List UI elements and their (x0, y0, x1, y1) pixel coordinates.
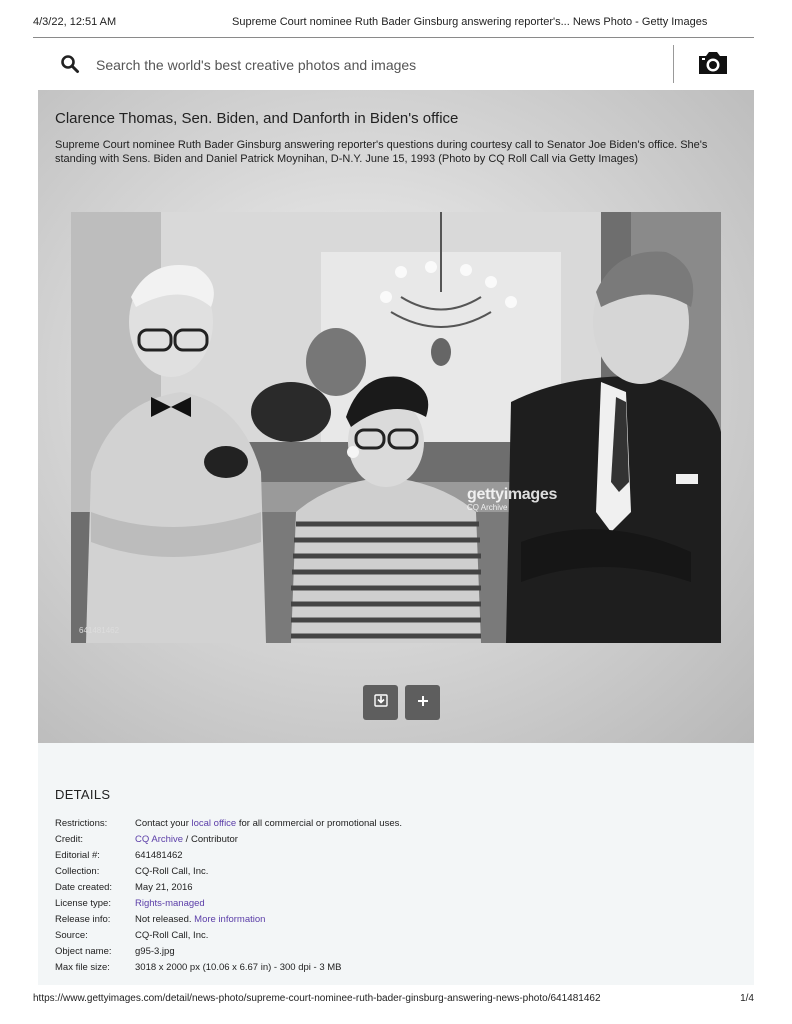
print-header (33, 16, 754, 30)
detail-label: Restrictions: (55, 818, 108, 829)
plus-icon (417, 694, 429, 712)
download-icon (374, 693, 388, 712)
local-office-link[interactable]: local office (191, 818, 237, 829)
detail-row-date-created (55, 880, 402, 896)
detail-label: Release info: (55, 914, 111, 925)
detail-row-license (55, 896, 402, 912)
photo-id-label: 641481462 (79, 626, 120, 635)
release-value: Not released. (135, 914, 195, 925)
detail-row-object-name (55, 944, 402, 960)
detail-label: License type: (55, 898, 111, 909)
detail-value: 641481462 (135, 850, 183, 861)
watermark-credit: CQ Archive (467, 503, 508, 512)
print-page-title: Supreme Court nominee Ruth Bader Ginsburg answering reporter's... News Photo - Getty Images (232, 16, 708, 28)
print-timestamp: 4/3/22, 12:51 AM (33, 16, 117, 28)
detail-label: Editorial #: (55, 850, 100, 861)
detail-value: 3018 x 2000 px (10.06 x 6.67 in) - 300 dpi - 3 MB (135, 962, 342, 973)
detail-value (135, 816, 402, 832)
search-bar (38, 41, 754, 87)
detail-row-collection (55, 864, 402, 880)
detail-value: CQ-Roll Call, Inc. (135, 866, 209, 877)
detail-value: g95-3.jpg (135, 946, 175, 957)
detail-label: Collection: (55, 866, 100, 877)
search-icon[interactable] (60, 54, 80, 74)
photo-caption: Supreme Court nominee Ruth Bader Ginsburg answering reporter's questions during courtesy call to Senator Joe Biden's office. She's standing with Sens. Biden and Daniel Patrick Moynihan, D-N.Y. June 15, 1993 (Photo by CQ Roll Call via Getty Images) (55, 139, 708, 165)
header-rule (33, 37, 754, 38)
license-link[interactable]: Rights-managed (135, 898, 205, 909)
detail-row-max-file-size (55, 960, 402, 976)
restrictions-prefix: Contact your (135, 818, 192, 829)
camera-icon[interactable] (696, 49, 730, 77)
more-information-link[interactable]: More information (194, 914, 266, 925)
detail-label: Source: (55, 930, 88, 941)
detail-label: Max file size: (55, 962, 110, 973)
print-url: https://www.gettyimages.com/detail/news-photo/supreme-court-nominee-ruth-bader-ginsburg-answering-news-photo/641481462 (33, 993, 601, 1004)
detail-value (135, 912, 265, 928)
watermark-logo: gettyimages (467, 486, 558, 503)
detail-label: Credit: (55, 834, 83, 845)
download-button[interactable] (363, 685, 398, 720)
detail-value (135, 832, 238, 848)
detail-row-source (55, 928, 402, 944)
detail-row-credit (55, 832, 402, 848)
credit-link[interactable]: CQ Archive (135, 834, 184, 845)
detail-value: May 21, 2016 (135, 882, 193, 893)
detail-label: Date created: (55, 882, 113, 893)
details-panel (38, 743, 754, 985)
search-input[interactable] (96, 54, 656, 76)
details-heading: DETAILS (55, 787, 111, 802)
detail-value: CQ-Roll Call, Inc. (135, 930, 209, 941)
restrictions-suffix: for all commercial or promotional uses. (236, 818, 403, 829)
detail-row-release (55, 912, 402, 928)
news-photo[interactable] (71, 212, 721, 643)
print-page-number: 1/4 (740, 993, 754, 1004)
details-list (55, 816, 402, 976)
search-divider (673, 45, 674, 83)
photo-title: Clarence Thomas, Sen. Biden, and Danforth in Biden's office (55, 110, 459, 127)
credit-suffix: / Contributor (183, 834, 238, 845)
photo-hero (38, 90, 754, 743)
detail-row-restrictions (55, 816, 402, 832)
detail-label: Object name: (55, 946, 112, 957)
detail-row-editorial (55, 848, 402, 864)
add-to-board-button[interactable] (405, 685, 440, 720)
getty-watermark (467, 486, 557, 512)
